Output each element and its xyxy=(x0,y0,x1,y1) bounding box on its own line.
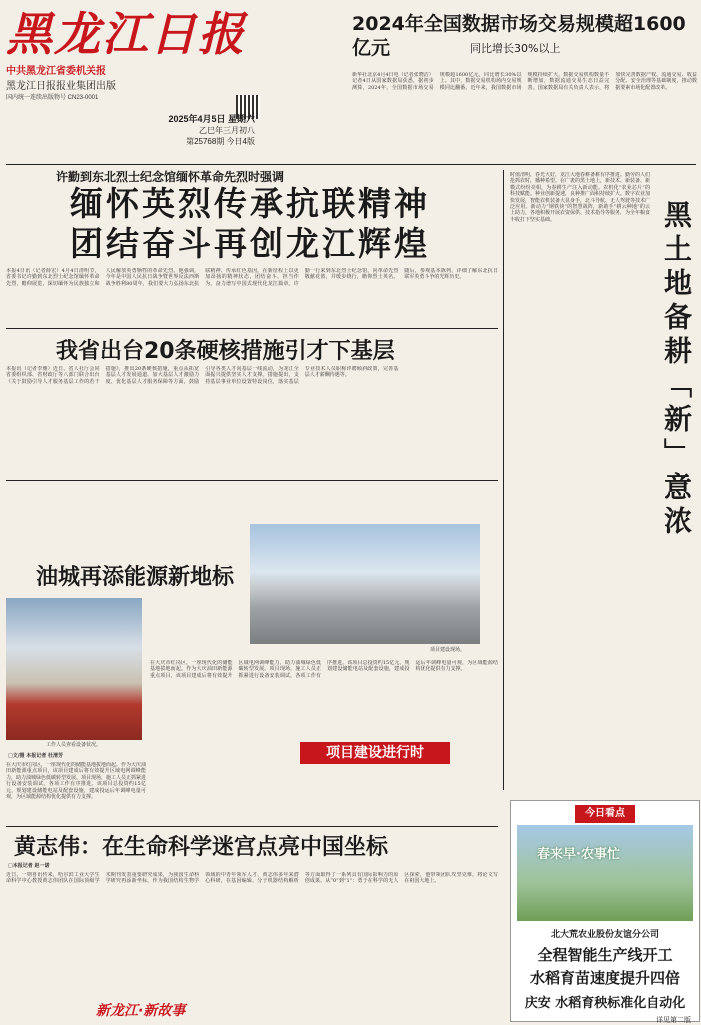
highlight-line2: 水稻育苗速度提升四倍 xyxy=(529,969,680,987)
oil-city-byline: □文/摄 本报记者 杜清芳 xyxy=(8,753,64,759)
side-feature-headline: 黑土地备耕「新」意浓 xyxy=(660,200,693,540)
lead-story-body: 本报4日讯（记者薛宏）4月4日清明节，省委书记许勤到东北烈士纪念馆缅怀革命先烈，瞻仰展览，深切缅怀为民族独立和人民解放英勇牺牲的革命先烈。他强调，今年是中国人民抗日战争暨世界反法西斯战争胜利80周年，我们要大力弘扬东北抗联精神、传承红色基因，在新征程上以更加昂扬的精神状态，团结奋斗、担当作为，奋力谱写中国式现代化龙江篇章。许勤一行来到东北烈士纪念馆，向革命先烈敬献花篮，并缓步绕行，瞻仰烈士英名。随后，参观基本陈列，详细了解东北抗日联军英勇斗争的光辉历史。 xyxy=(6,268,498,287)
lead-headline-line2: 团结奋斗再创龙江辉煌 xyxy=(70,224,430,263)
highlight-subtag: 春来早·农事忙 xyxy=(537,847,620,862)
oil-city-headline: 油城再添能源新地标 xyxy=(36,565,235,590)
top-story-headline: 2024年全国数据市场交易规模超1600亿元 xyxy=(352,13,686,59)
section-divider-1 xyxy=(6,328,498,329)
issue-date: 2025年4月5日 星期六 xyxy=(168,114,255,124)
oil-city-body-left: 在大庆市红岗区，一座现代化的储能基地拔地而起。作为大庆油田新能源重点项目，该项目建成后将有效提升区域电网调峰能力，助力油城绿色低碳转型发展。项目现场，施工人员正抓紧进行设备安装调试，各项工作有序推进。该项目总投资约15亿元，规划建设储能电站及配套设施，建成投运后年调峰电量可观，为区域能源结构优化提供有力支撑。 xyxy=(6,762,146,801)
dateline xyxy=(145,112,255,147)
oil-city-body-right: 在大庆市红岗区，一座现代化的储能基地拔地而起。作为大庆油田新能源重点项目，该项目建成后将有效提升区域电网调峰能力，助力油城绿色低碳转型发展。项目现场，施工人员正抓紧进行设备安装调试，各项工作有序推进。该项目总投资约15亿元，规划建设储能电站及配套设施，建成投运后年调峰电量可观，为区域能源结构优化提供有力支撑。 xyxy=(150,660,498,679)
side-feature-body: 时值清明，春光大好，龙江大地春耕备耕有序推进。勤劳的人们抢抓农时，播种希望。在广袤的黑土地上，新技术、新装备、新模式纷纷亮相，为春耕生产注入新动能。农机化“农业芯片”的科技赋能。种业创新提速，良种推广面积持续扩大。数字农业加快发展，智能农机装备大显身手，北斗导航、无人驾驶等技术广泛应用。新动力“钢铁侠”的智慧战阵，新助手“耕云种地”的云上助力，各地积极开展农资保供、技术指导等服务，为全年粮食丰收打下坚实基础。 xyxy=(510,172,650,223)
worker-photo-caption: 工作人员查看设备状况。 xyxy=(46,742,102,748)
policy-headline: 我省出台20条硬核措施引才下基层 xyxy=(56,339,395,364)
newspaper-title: 黑龙江日报 xyxy=(6,7,246,61)
highlight-line1: 全程智能生产线开工 xyxy=(537,946,673,964)
top-divider xyxy=(6,164,696,165)
construction-banner: 项目建设进行时 xyxy=(300,742,450,764)
huang-byline: □本报记者 赵一诺 xyxy=(8,863,50,869)
huang-headline: 黄志伟：在生命科学迷宫点亮中国坐标 xyxy=(14,835,389,860)
highlight-page-ref: 详见第二版 xyxy=(656,1016,691,1024)
highlight-photo xyxy=(517,825,693,921)
section-divider-3 xyxy=(6,826,498,827)
column-divider xyxy=(503,170,504,790)
worker-photo xyxy=(6,598,142,740)
huang-story-body: 近日，一则喜讯传来，哈尔滨工业大学生命科学中心教授黄志伟团队在国际顶级学术期刊发表重要研究成果，为我国生命科学研究再添新坐标。作为我国结构生物学领域的中青年领军人才，黄志伟多年来潜心科研，在基因编辑、分子机器结构解析等方面取得了一系列具有国际影响力的原创成果。从“0”到“1”：勇于在科学的无人区探索，他带领团队攻坚克难，将论文写在祖国大地上。 xyxy=(6,872,498,885)
issue-number: 第25768期 今日4版 xyxy=(186,137,255,146)
party-organ-line: 中共黑龙江省委机关报 xyxy=(6,66,106,77)
lead-headline-line1: 缅怀英烈传承抗联精神 xyxy=(70,184,430,223)
top-story-subhead: 同比增长30%以上 xyxy=(470,42,561,55)
lead-kicker: 许勤到东北烈士纪念馆缅怀革命先烈时强调 xyxy=(56,170,285,184)
policy-story-body: 本报讯（记者李雅）近日，省人社厅会同省委组织部、省财政厅等八部门联合出台《关于鼓励引导人才服务基层工作的若干措施》，推出20条硬核措施，重点从拓宽基层人才发展通道、加大基层人才激励力度、优化基层人才服务保障等方面，鼓励引导各类人才向基层一线流动，为龙江全面振兴提供坚实人才支撑。措施提出，支持基层事业单位设置特设岗位，落实基层专业技术人员职称评聘倾斜政策，完善基层人才薪酬待遇等。 xyxy=(6,366,399,385)
project-site-photo xyxy=(250,524,480,644)
section-divider-2 xyxy=(6,480,498,481)
project-photo-caption: 项目建设现场。 xyxy=(430,647,466,653)
bottom-banner: 新龙江·新故事 xyxy=(96,1003,186,1019)
highlight-company: 北大荒农业股份友谊分公司 xyxy=(550,930,659,940)
publication-codes: 国内统一连续出版物号 CN23-0001 xyxy=(6,95,99,101)
publisher-line: 黑龙江日报报业集团出版 xyxy=(6,81,116,92)
lunar-date: 乙巳年三月初八 xyxy=(199,126,255,135)
today-highlight-box xyxy=(510,800,700,1022)
top-story-body: 新华社北京4月4日电（记者张晓洁）记者4日从国家数据局获悉，据初步测算，2024年，全国数据市场交易规模超1600亿元，同比增长30%以上。其中，数据交易机构场内交易规模同比翻番。近年来，我国数据市场规模持续扩大，数据交易机构数量不断增加，数据流通交易生态日益完善。国家数据局有关负责人表示，将加快完善数据产权、流通交易、收益分配、安全治理等基础制度，推动数据要素市场化配置改革。 xyxy=(352,72,697,91)
masthead xyxy=(6,6,256,101)
highlight-line3: 庆安 水稻育秧标准化自动化 xyxy=(524,996,686,1011)
highlight-tag: 今日看点 xyxy=(575,805,635,823)
